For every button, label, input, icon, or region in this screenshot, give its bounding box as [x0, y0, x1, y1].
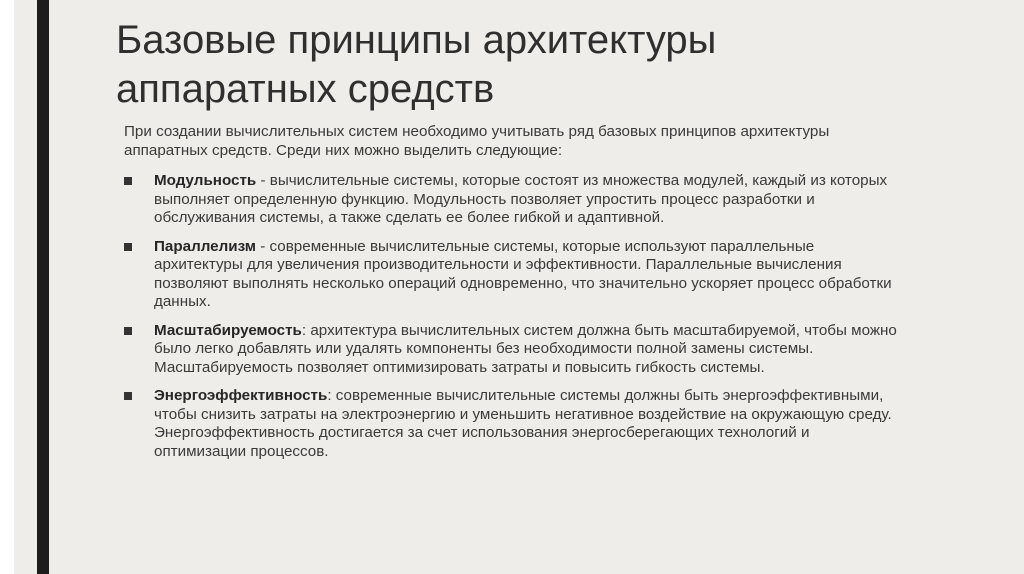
list-item-scalability — [124, 322, 904, 378]
left-margin-strip — [0, 0, 14, 574]
square-bullet-icon — [124, 392, 132, 400]
term-description: - современные вычислительные системы, которые используют параллельные архитектуры для увеличения производительности и эффективности. Параллельные вычисления позволяют выполнять несколько операций одновременно, что значительно ускоряет процесс обработки данных. — [154, 237, 892, 310]
square-bullet-icon — [124, 243, 132, 251]
term-description: - вычислительные системы, которые состоят из множества модулей, каждый из которых выполняет определенную функцию. Модульность позволяет упростить процесс разработки и обслуживания системы, а также сделать ее более гибкой и адаптивной. — [154, 172, 888, 226]
slide-title: Базовые принципы архитектуры аппаратных средств — [116, 18, 717, 111]
term-label: Модульность — [154, 172, 257, 189]
accent-bar — [37, 0, 49, 574]
square-bullet-icon — [124, 327, 132, 335]
term-description: : современные вычислительные системы должны быть энергоэффективными, чтобы снизить затраты на электроэнергию и уменьшить негативное воздействие на окружающую среду. Энергоэффективность достигается за счет использования энергосберегающих технологий и оптимизации процессов. — [154, 387, 892, 460]
slide-body — [124, 123, 904, 471]
term-label: Энергоэффективность — [154, 387, 328, 404]
list-item-energy-efficiency — [124, 387, 904, 461]
term-label: Параллелизм — [154, 237, 257, 255]
principles-list — [124, 172, 904, 461]
square-bullet-icon — [124, 177, 132, 185]
term-description: : архитектура вычислительных систем должна быть масштабируемой, чтобы можно было легко добавлять или удалять компоненты без необходимости полной замены системы. Масштабируемость позволяет оптимизировать затраты и повысить гибкость системы. — [154, 321, 897, 376]
list-item-parallelism — [124, 238, 904, 312]
list-item-modularity — [124, 172, 904, 228]
intro-paragraph: При создании вычислительных систем необходимо учитывать ряд базовых принципов архитектуры аппаратных средств. Среди них можно выделить следующие: — [124, 123, 830, 159]
term-label: Масштабируемость — [154, 321, 302, 339]
